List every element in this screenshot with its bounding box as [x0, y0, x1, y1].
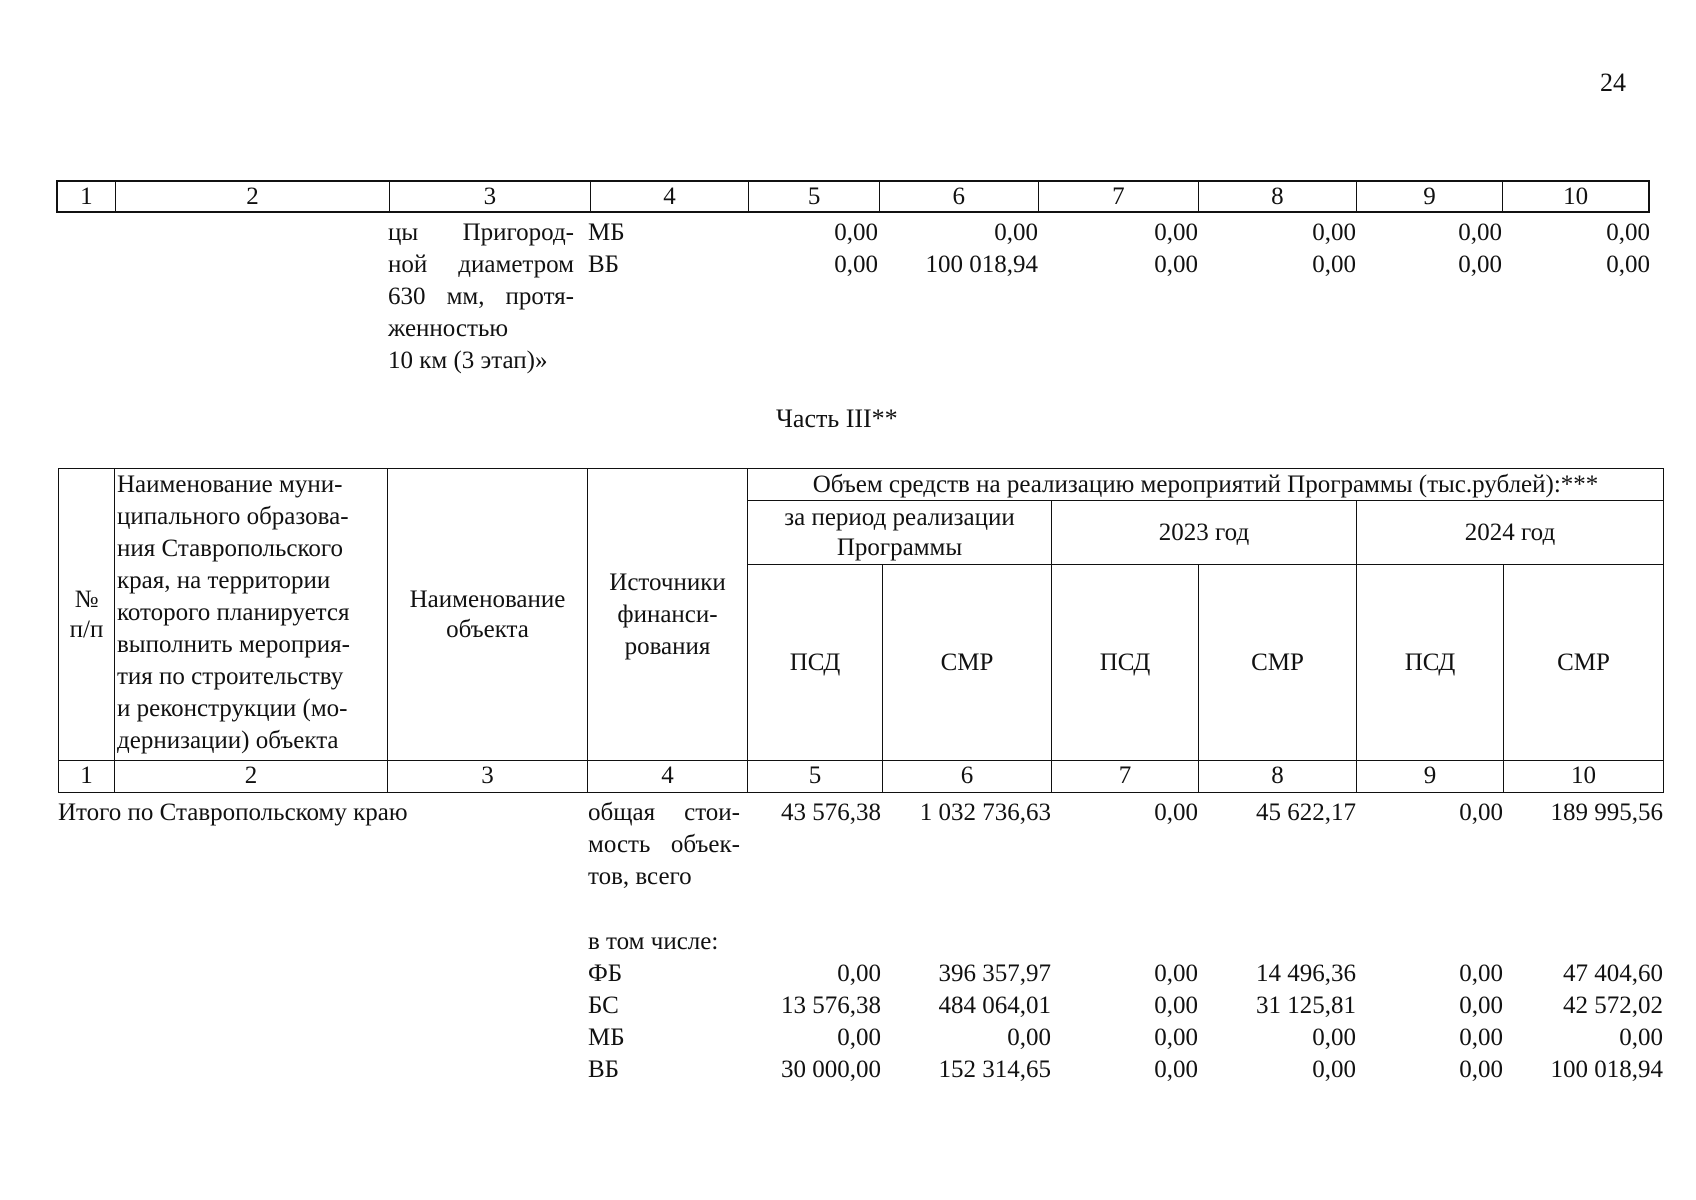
row-value: 0,00 [1007, 1024, 1051, 1051]
top-row-value: 0,00 [994, 219, 1038, 246]
object-text-line: 630 мм, протя- [388, 283, 574, 310]
row-value: 0,00 [1459, 992, 1503, 1019]
header-number: № п/п [58, 468, 115, 761]
total-source-line: мость объек- [588, 831, 740, 858]
row-value: 0,00 [1154, 960, 1198, 987]
row-source: ФБ [588, 960, 623, 987]
header-psd: ПСД [1356, 564, 1504, 761]
row-value: 31 125,81 [1256, 992, 1356, 1019]
col-number: 10 [1503, 760, 1664, 793]
total-label: Итого по Ставропольскому краю [58, 799, 408, 826]
row-value: 0,00 [1619, 1024, 1663, 1051]
col-number: 1 [58, 760, 115, 793]
top-row-value: 0,00 [834, 219, 878, 246]
col-number: 5 [747, 760, 883, 793]
header-funding-sources: Источники финанси-рования [587, 468, 748, 761]
top-row-value: 0,00 [1154, 251, 1198, 278]
top-row-value: 0,00 [1458, 251, 1502, 278]
top-col-number: 2 [115, 182, 389, 211]
total-value: 45 622,17 [1256, 799, 1356, 826]
row-value: 152 314,65 [938, 1056, 1051, 1083]
top-col-number: 8 [1198, 182, 1356, 211]
row-value: 14 496,36 [1256, 960, 1356, 987]
top-col-number: 3 [389, 182, 590, 211]
top-table-column-numbers [56, 180, 1650, 213]
top-row-value: 0,00 [1458, 219, 1502, 246]
total-source-line: общая стои- [588, 799, 740, 826]
top-col-number: 5 [748, 182, 879, 211]
header-year-2023: 2023 год [1051, 500, 1357, 565]
header-psd: ПСД [1051, 564, 1199, 761]
top-col-number: 6 [879, 182, 1038, 211]
top-row-value: 0,00 [1606, 251, 1650, 278]
top-row-source: МБ [588, 219, 625, 246]
col-number: 9 [1356, 760, 1504, 793]
header-municipality-line: Наименование муни- [117, 471, 343, 498]
header-municipality-line: выполнить мероприя- [117, 631, 350, 658]
row-value: 42 572,02 [1563, 992, 1663, 1019]
total-value: 0,00 [1154, 799, 1198, 826]
header-period: за период реализации Программы [747, 500, 1052, 565]
col-number: 4 [587, 760, 748, 793]
row-value: 0,00 [837, 1024, 881, 1051]
total-value: 189 995,56 [1550, 799, 1663, 826]
part-title: Часть III** [776, 404, 898, 433]
row-value: 0,00 [1312, 1056, 1356, 1083]
object-text-line: 10 км (3 этап)» [388, 347, 548, 374]
row-value: 0,00 [1459, 1056, 1503, 1083]
top-row-value: 0,00 [1312, 219, 1356, 246]
header-municipality-line: ципального образова- [117, 503, 349, 530]
top-row-value: 100 018,94 [925, 251, 1038, 278]
object-text-line: ной диаметром [388, 251, 574, 278]
top-col-number: 7 [1038, 182, 1199, 211]
object-text-line: цы Пригород- [388, 219, 574, 246]
header-object-name: Наименование объекта [387, 468, 588, 761]
header-volume: Объем средств на реализацию мероприятий Программы (тыс.рублей):*** [747, 468, 1664, 501]
col-number: 3 [387, 760, 588, 793]
row-source: МБ [588, 1024, 625, 1051]
col-number: 7 [1051, 760, 1199, 793]
top-col-number: 10 [1502, 182, 1648, 211]
header-municipality-line: которого планируется [117, 599, 350, 626]
header-year-2024: 2024 год [1356, 500, 1664, 565]
total-value: 43 576,38 [781, 799, 881, 826]
including-label: в том числе: [588, 928, 719, 955]
page-number: 24 [1600, 68, 1626, 97]
header-municipality-line: тия по строительству [117, 663, 344, 690]
row-value: 0,00 [1154, 992, 1198, 1019]
row-value: 0,00 [1154, 1024, 1198, 1051]
row-value: 0,00 [1154, 1056, 1198, 1083]
row-source: ВБ [588, 1056, 620, 1083]
top-row-value: 0,00 [1606, 219, 1650, 246]
top-row-value: 0,00 [834, 251, 878, 278]
row-value: 0,00 [1312, 1024, 1356, 1051]
top-row-value: 0,00 [1312, 251, 1356, 278]
row-value: 484 064,01 [938, 992, 1051, 1019]
top-col-number: 4 [590, 182, 749, 211]
total-source-line: тов, всего [588, 863, 692, 890]
row-value: 100 018,94 [1550, 1056, 1663, 1083]
header-municipality-line: края, на территории [117, 567, 331, 594]
header-municipality-line: и реконструкции (мо- [117, 695, 348, 722]
col-number: 2 [114, 760, 388, 793]
top-col-number: 9 [1356, 182, 1503, 211]
row-value: 30 000,00 [781, 1056, 881, 1083]
col-number: 8 [1198, 760, 1357, 793]
header-smr: СМР [1198, 564, 1357, 761]
header-municipality-line: ния Ставропольского [117, 535, 344, 562]
total-value: 0,00 [1459, 799, 1503, 826]
top-row-source: ВБ [588, 251, 620, 278]
total-value: 1 032 736,63 [919, 799, 1051, 826]
header-smr: СМР [1503, 564, 1664, 761]
top-col-number: 1 [80, 183, 93, 210]
header-smr: СМР [882, 564, 1052, 761]
row-value: 0,00 [1459, 1024, 1503, 1051]
top-row-value: 0,00 [1154, 219, 1198, 246]
header-psd: ПСД [747, 564, 883, 761]
header-municipality-line: дернизации) объекта [117, 727, 339, 754]
row-source: БС [588, 992, 619, 1019]
row-value: 396 357,97 [938, 960, 1051, 987]
row-value: 47 404,60 [1563, 960, 1663, 987]
object-text-line: женностью [388, 315, 509, 342]
col-number: 6 [882, 760, 1052, 793]
row-value: 13 576,38 [781, 992, 881, 1019]
row-value: 0,00 [837, 960, 881, 987]
row-value: 0,00 [1459, 960, 1503, 987]
header-municipality [114, 468, 388, 761]
